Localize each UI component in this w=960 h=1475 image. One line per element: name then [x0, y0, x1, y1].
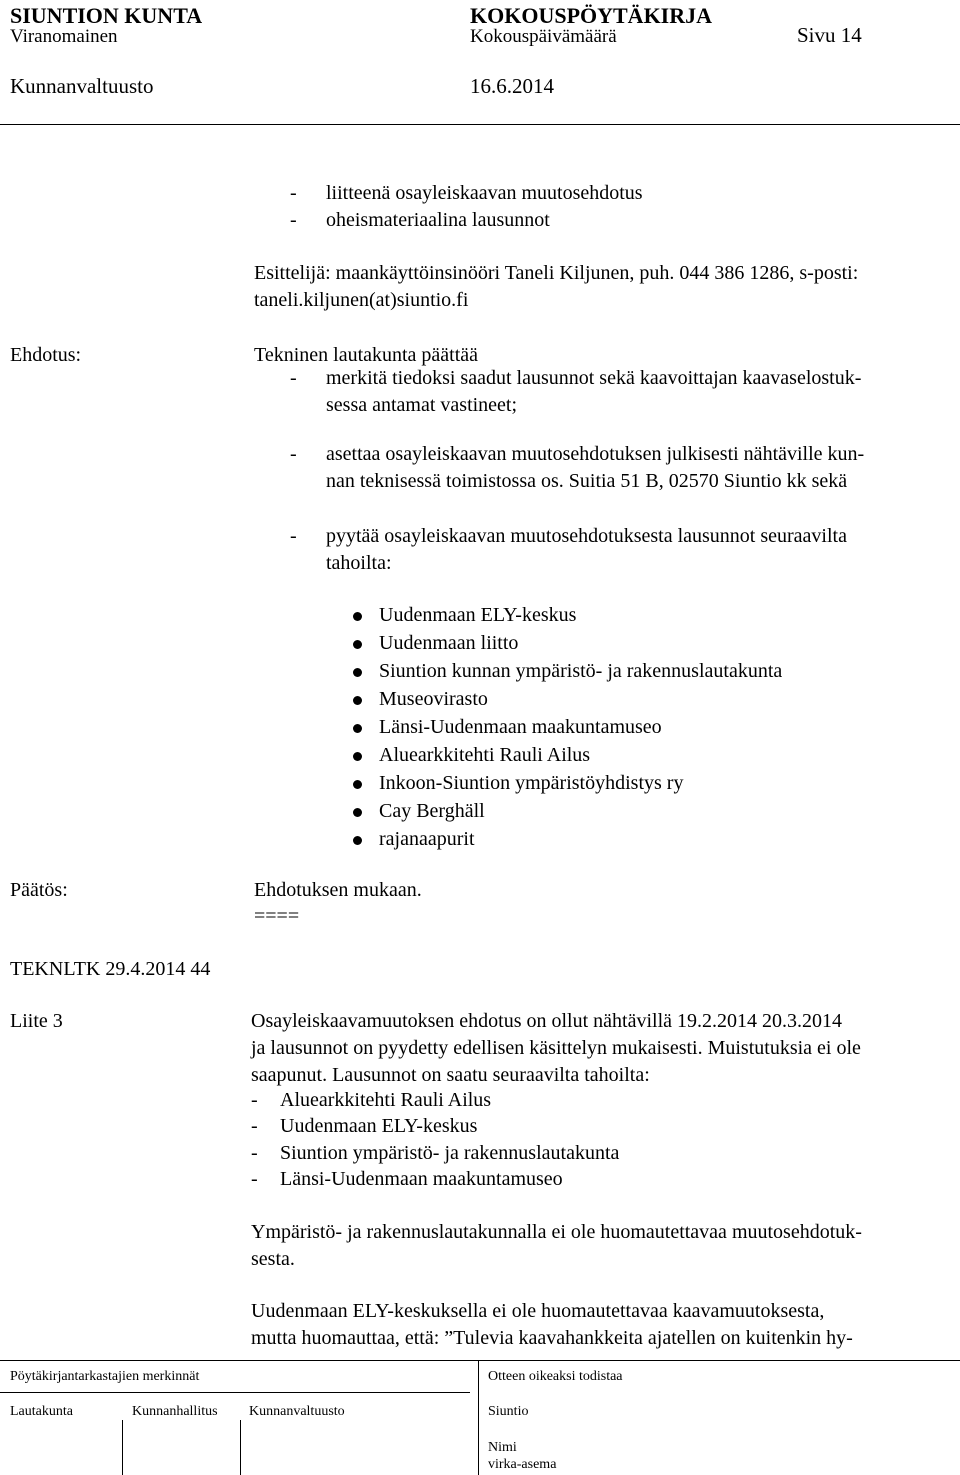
footer-col-council: Kunnanvaltuusto: [249, 1404, 345, 1419]
bullet-icon: [353, 696, 362, 705]
authority: Kunnanvaltuusto: [10, 74, 154, 98]
proposal-intro: Tekninen lautakunta päättää: [254, 344, 479, 366]
appendix-paragraph: Uudenmaan ELY-keskuksella ei ole huomautettavaa kaavamuutoksesta,: [251, 1300, 825, 1322]
authority-label: Viranomainen: [10, 26, 118, 47]
appendix-line: Osayleiskaavamuutoksen ehdotus on ollut nähtävillä 19.2.2014 20.3.2014: [251, 1010, 843, 1032]
appendix-paragraph: sesta.: [251, 1248, 295, 1270]
footer-name-label: Nimi: [488, 1440, 517, 1455]
meeting-date: 16.6.2014: [470, 74, 554, 98]
footer-col-government: Kunnanhallitus: [132, 1404, 218, 1419]
org-name: SIUNTION KUNTA: [10, 3, 203, 28]
meeting-date-label: Kokouspäivämäärä: [470, 26, 617, 47]
proposal-label: Ehdotus:: [10, 344, 82, 366]
bullet-icon: [353, 668, 362, 677]
bullet-icon: [353, 724, 362, 733]
footer-divider: [0, 1392, 470, 1393]
bullet-icon: [353, 780, 362, 789]
footer-col-board: Lautakunta: [10, 1404, 73, 1419]
certified-label: Otteen oikeaksi todistaa: [488, 1369, 623, 1384]
decision-text: Ehdotuksen mukaan.: [254, 879, 422, 901]
footer-divider: [240, 1420, 241, 1475]
proposal-item-cont: tahoilta:: [326, 552, 392, 574]
bullet-icon: [353, 752, 362, 761]
proposal-item-cont: sessa antamat vastineet;: [326, 394, 518, 416]
bullet-icon: [353, 836, 362, 845]
bullet-icon: [353, 640, 362, 649]
decision-separator: ====: [254, 905, 300, 927]
appendix-paragraph: mutta huomauttaa, että: ”Tulevia kaavahankkeita ajatellen on kuitenkin hy-: [251, 1327, 853, 1349]
presenter-line: Esittelijä: maankäyttöinsinööri Taneli Kiljunen, puh. 044 386 1286, s-posti:: [254, 262, 859, 284]
appendix-label: Liite 3: [10, 1010, 63, 1032]
header-divider: [0, 124, 960, 125]
signatures-label: Pöytäkirjantarkastajien merkinnät: [10, 1369, 200, 1384]
footer-title-label: virka-asema: [488, 1457, 557, 1472]
meeting-reference: TEKNLTK 29.4.2014 44: [10, 958, 211, 980]
presenter-email: taneli.kiljunen(at)siuntio.fi: [254, 289, 469, 311]
footer-place: Siuntio: [488, 1404, 529, 1419]
footer-divider: [478, 1360, 479, 1475]
footer-divider: [0, 1360, 960, 1361]
appendix-line: saapunut. Lausunnot on saatu seuraavilta tahoilta:: [251, 1064, 650, 1086]
footer-divider: [122, 1420, 123, 1475]
bullet-icon: [353, 808, 362, 817]
appendix-paragraph: Ympäristö- ja rakennuslautakunnalla ei ole huomautettavaa muutosehdotuk-: [251, 1221, 862, 1243]
proposal-item-cont: nan teknisessä toimistossa os. Suitia 51 B, 02570 Siuntio kk sekä: [326, 470, 848, 492]
bullet-icon: [353, 612, 362, 621]
decision-label: Päätös:: [10, 879, 68, 901]
appendix-line: ja lausunnot on pyydetty edellisen käsittelyn mukaisesti. Muistutuksia ei ole: [251, 1037, 861, 1059]
page-number: Sivu 14: [797, 23, 862, 47]
document-type: KOKOUSPÖYTÄKIRJA: [470, 3, 713, 28]
